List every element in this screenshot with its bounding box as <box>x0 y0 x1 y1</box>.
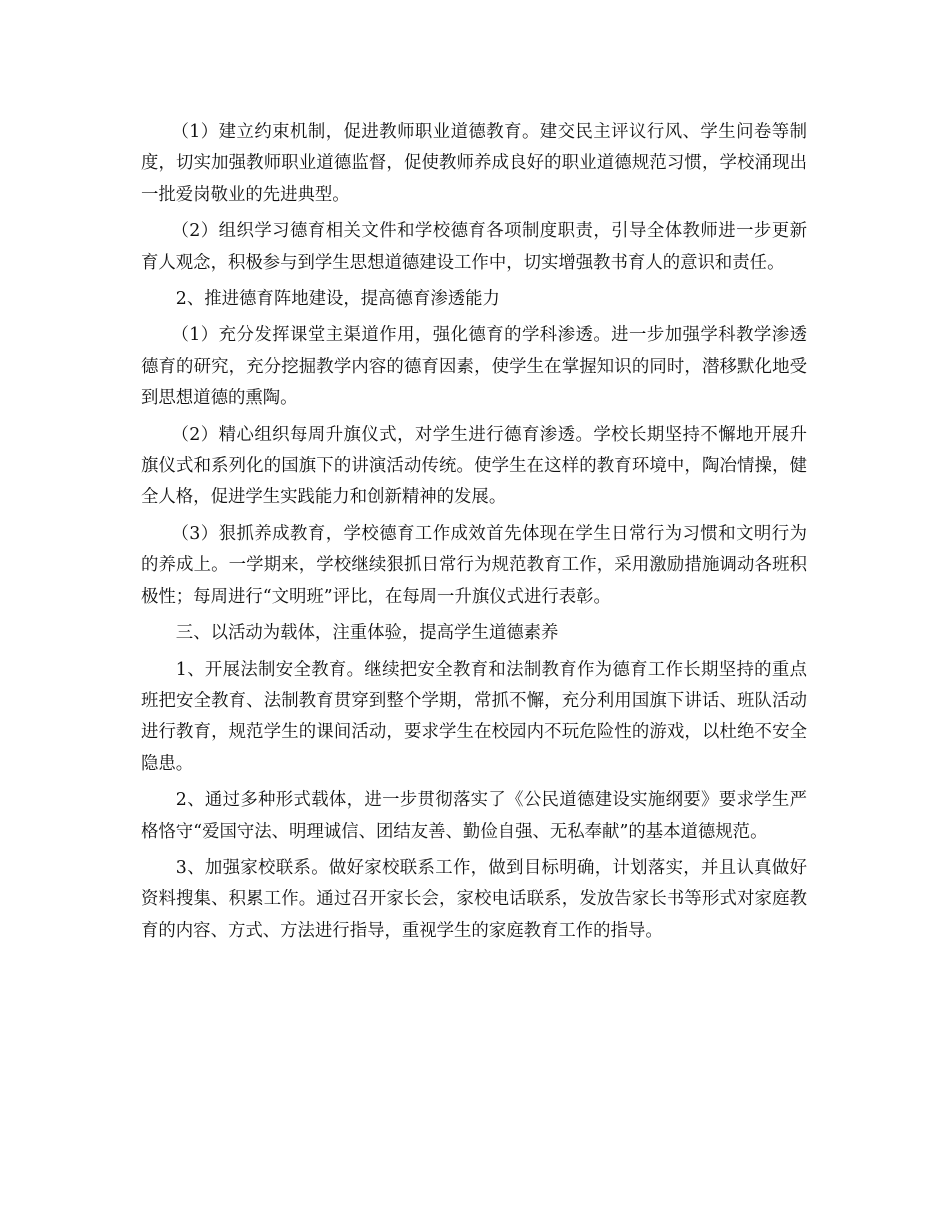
paragraph: 2、通过多种形式载体，进一步贯彻落实了《公民道德建设实施纲要》要求学生严格恪守“爱国守法、明理诚信、团结友善、勤俭自强、无私奉献”的基本道德规范。 <box>141 790 807 842</box>
paragraph: （2）组织学习德育相关文件和学校德育各项制度职责，引导全体教师进一步更新育人观念，积极参与到学生思想道德建设工作中，切实增强教书育人的意识和责任。 <box>141 221 807 273</box>
paragraph: （1）充分发挥课堂主渠道作用，强化德育的学科渗透。进一步加强学科教学渗透德育的研究，充分挖掘教学内容的德育因素，使学生在掌握知识的同时，潜移默化地受到思想道德的熏陶。 <box>141 325 807 409</box>
paragraph: （3）狠抓养成教育，学校德育工作成效首先体现在学生日常行为习惯和文明行为的养成上。一学期来，学校继续狠抓日常行为规范教育工作，采用激励措施调动各班积极性；每周进行“文明班”评比，在每周一升旗仪式进行表彰。 <box>141 523 807 607</box>
paragraph: 1、开展法制安全教育。继续把安全教育和法制教育作为德育工作长期坚持的重点班把安全教育、法制教育贯穿到整个学期，常抓不懈，充分利用国旗下讲话、班队活动进行教育，规范学生的课间活动，要求学生在校园内不玩危险性的游戏，以杜绝不安全隐患。 <box>141 659 807 774</box>
section-heading: 三、以活动为载体，注重体验，提高学生道德素养 <box>175 623 559 644</box>
document-page <box>141 117 807 947</box>
paragraph: 3、加强家校联系。做好家校联系工作，做到目标明确，计划落实，并且认真做好资料搜集、积累工作。通过召开家长会，家校电话联系，发放告家长书等形式对家庭教育的内容、方式、方法进行指导，重视学生的家庭教育工作的指导。 <box>141 857 807 941</box>
paragraph: （2）精心组织每周升旗仪式，对学生进行德育渗透。学校长期坚持不懈地开展升旗仪式和系列化的国旗下的讲演活动传统。使学生在这样的教育环境中，陶冶情操，健全人格，促进学生实践能力和创新精神的发展。 <box>141 424 807 508</box>
section-heading: 2、推进德育阵地建设，提高德育渗透能力 <box>175 289 500 310</box>
paragraph: （1）建立约束机制，促进教师职业道德教育。建交民主评议行风、学生问卷等制度，切实加强教师职业道德监督，促使教师养成良好的职业道德规范习惯，学校涌现出一批爱岗敬业的先进典型。 <box>141 122 807 205</box>
